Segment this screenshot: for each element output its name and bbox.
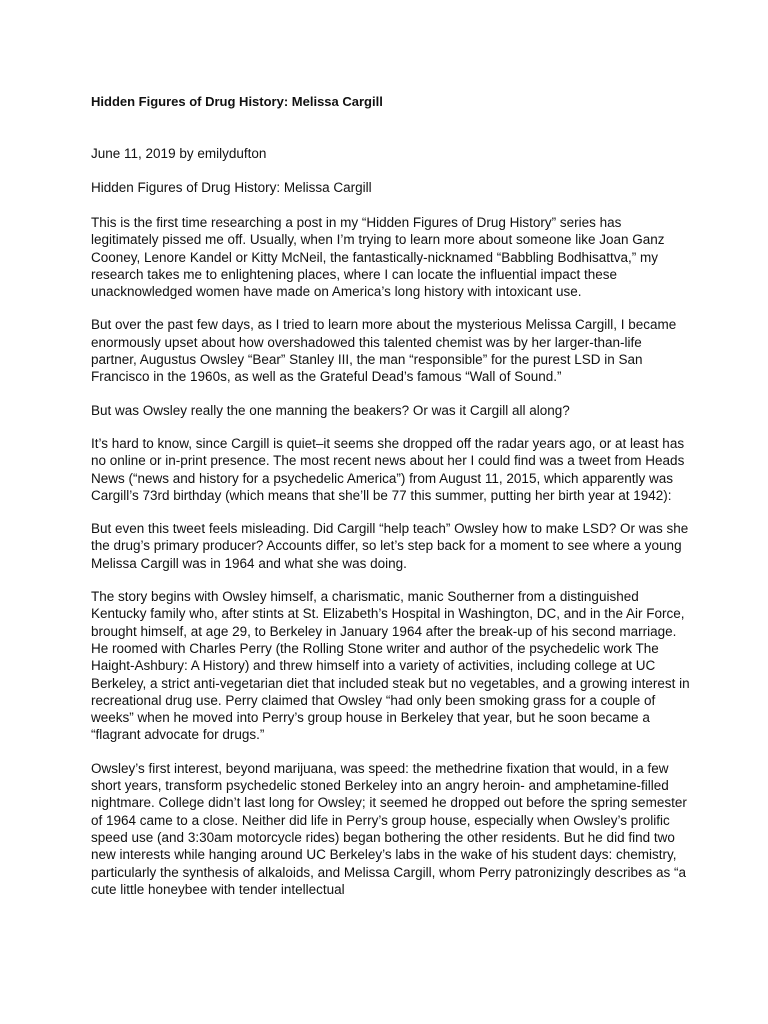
paragraph: But was Owsley really the one manning the beakers? Or was it Cargill all along? <box>91 402 570 418</box>
paragraph: It’s hard to know, since Cargill is quiet–it seems she dropped off the radar years ago, or at least has no online or in-print presence. The most recent news about her I could find was a tweet from Heads News (“news and history for a psychedelic America”) from August 11, 2015, which apparently was Cargill’s 73rd birthday (which means that she’ll be 77 this summer, putting her birth year at 1942): <box>91 435 685 503</box>
paragraph: The story begins with Owsley himself, a charismatic, manic Southerner from a distinguished Kentucky family who, after stints at St. Elizabeth’s Hospital in Washington, DC, and in the Air Force, brought himself, at age 29, to Berkeley in January 1964 after the break-up of his second marriage. He roomed with Charles Perry (the Rolling Stone writer and author of the psychedelic work The Haight-Ashbury: A History) and threw himself into a variety of activities, including college at UC Berkeley, a strict anti-vegetarian diet that included steak but no vegetables, and a growing interest in recreational drug use. Perry claimed that Owsley “had only been smoking grass for a couple of weeks” when he moved into Perry’s group house in Berkeley that year, but he soon became a “flagrant advocate for drugs.” <box>91 589 690 743</box>
post-byline: June 11, 2019 by emilydufton <box>91 146 267 161</box>
paragraph: This is the first time researching a post in my “Hidden Figures of Drug History” series has legitimately pissed me off. Usually, when I’m trying to learn more about someone like Joan Ganz Cooney, Lenore Kandel or Kitty McNeil, the fantastically-nicknamed “Babbling Bodhisattva,” my research takes me to enlightening places, where I can locate the influential impact these unacknowledged women have made on America’s long history with intoxicant use. <box>91 215 665 300</box>
document-page <box>91 92 691 898</box>
paragraph: But even this tweet feels misleading. Did Cargill “help teach” Owsley how to make LSD? Or was she the drug’s primary producer? Accounts differ, so let’s step back for a moment to see where a young Melissa Cargill was in 1964 and what she was doing. <box>91 521 689 571</box>
post-subtitle: Hidden Figures of Drug History: Melissa Cargill <box>91 180 372 195</box>
document-title: Hidden Figures of Drug History: Melissa Cargill <box>91 94 383 109</box>
paragraph: But over the past few days, as I tried to learn more about the mysterious Melissa Cargill, I became enormously upset about how overshadowed this talented chemist was by her larger-than-life partner, Augustus Owsley “Bear” Stanley III, the man “responsible” for the purest LSD in San Francisco in the 1960s, as well as the Grateful Dead’s famous “Wall of Sound.” <box>91 317 677 385</box>
paragraph: Owsley’s first interest, beyond marijuana, was speed: the methedrine fixation that would, in a few short years, transform psychedelic stoned Berkeley into an angry heroin- and amphetamine-filled nightmare. College didn’t last long for Owsley; it seemed he dropped out before the spring semester of 1964 came to a close. Neither did life in Perry’s group house, especially when Owsley’s prolific speed use (and 3:30am motorcycle rides) began bothering the other residents. But he did find two new interests while hanging around UC Berkeley’s labs in the wake of his student days: chemistry, particularly the synthesis of alkaloids, and Melissa Cargill, whom Perry patronizingly describes as “a cute little honeybee with tender intellectual <box>91 760 687 897</box>
